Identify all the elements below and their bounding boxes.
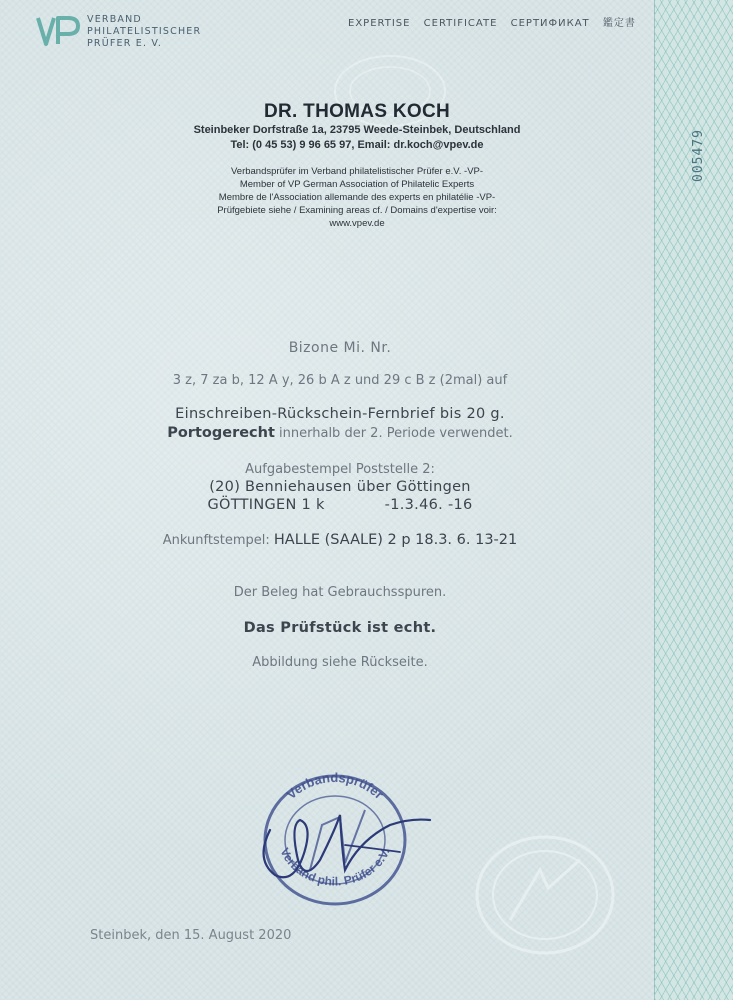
condition-note: Der Beleg hat Gebrauchsspuren.: [233, 585, 447, 600]
arrival-line: [40, 532, 640, 548]
image-note: Abbildung siehe Rückseite.: [252, 655, 428, 670]
document-type-labels: [348, 14, 636, 29]
postage-rest: innerhalb der 2. Periode verwendet.: [274, 426, 513, 441]
item-description: Einschreiben-Rückschein-Fernbrief bis 20 g.: [175, 406, 505, 422]
expert-name: DR. THOMAS KOCH: [263, 101, 451, 122]
expert-address: Steinbeker Dorfstraße 1a, 23795 Weede-Steinbek, Deutschland: [193, 124, 521, 136]
doc-type-certificate: CERTIFICATE: [423, 18, 498, 29]
expert-contact: Tel: (0 45 53) 9 96 65 97, Email: dr.koch@vpev.de: [230, 139, 484, 151]
membership-line-fr: Membre de l'Association allemande des experts en philatélie -VP-: [218, 192, 496, 203]
dispatch-cancel: GÖTTINGEN 1 k: [207, 497, 325, 513]
organization-name: [87, 14, 201, 50]
embossed-seal-bottom: [470, 830, 620, 960]
membership-line-de: Verbandsprüfer im Verband philatelistischer Prüfer e.V. -VP-: [230, 166, 484, 177]
doc-type-russian: СЕРТИФИКАТ: [510, 18, 590, 29]
vp-logo-icon: [36, 14, 80, 48]
signature: [250, 790, 440, 890]
doc-type-expertise: EXPERTISE: [348, 18, 411, 29]
seal-top-text: Verbandsprüfer: [283, 769, 387, 803]
seal-bottom-text: Verband phil. Prüfer e.V.: [277, 845, 393, 889]
arrival-value: HALLE (SAALE) 2 p 18.3. 6. 13-21: [273, 532, 518, 548]
place-and-date: Steinbek, den 15. August 2020: [90, 928, 292, 943]
website-line: www.vpev.de: [329, 218, 385, 229]
dispatch-place: (20) Benniehausen über Göttingen: [209, 479, 471, 495]
doc-type-japanese: 鑑定書: [602, 18, 636, 29]
verdict: Das Prüfstück ist echt.: [243, 620, 437, 636]
arrival-label: Ankunftstempel:: [162, 533, 270, 548]
membership-line-en: Member of VP German Association of Philatelic Experts: [239, 179, 475, 190]
dispatch-label: Aufgabestempel Poststelle 2:: [245, 462, 435, 477]
stamp-numbers: 3 z, 7 za b, 12 A y, 26 b A z und 29 c B z (2mal) auf: [172, 373, 508, 388]
org-line-1: VERBAND: [87, 14, 142, 25]
serial-number: 005479: [691, 129, 706, 182]
org-line-3: PRÜFER E. V.: [87, 38, 163, 49]
org-line-2: PHILATELISTISCHER: [87, 26, 202, 37]
dispatch-cancel-line: [40, 497, 640, 513]
dispatch-date: -1.3.46. -16: [384, 497, 473, 513]
postage-line: [40, 425, 640, 441]
examining-areas-line: Prüfgebiete siehe / Examining areas cf. / Domains d'expertise voir:: [217, 205, 497, 216]
catalog-reference: Bizone Mi. Nr.: [288, 340, 392, 356]
postage-bold: Portogerecht: [167, 425, 275, 441]
